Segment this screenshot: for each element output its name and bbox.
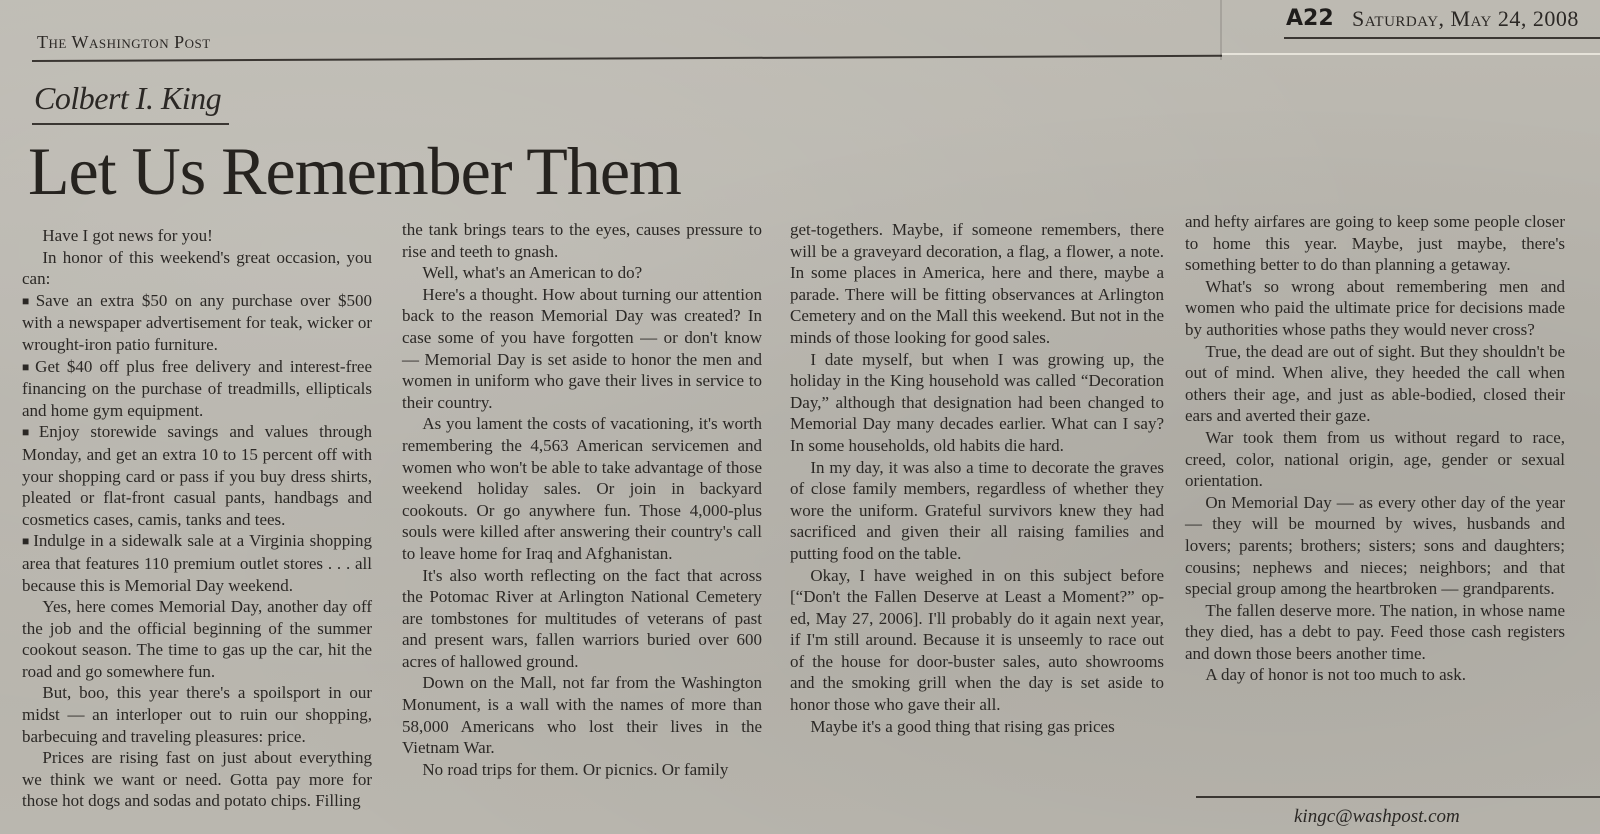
paragraph: As you lament the costs of vacationing, it's worth remembering the 4,563 American servicemen and women who won't be able to take advantage of those weekend holiday sales. Or join in backyard cookouts. Or go anywhere fun. Those 4,000-plus souls were killed after answering their country's call to leave home for Iraq and Afghanistan. bbox=[402, 414, 762, 563]
page-number: A22 bbox=[1286, 6, 1334, 31]
date-rule bbox=[1284, 37, 1600, 39]
bullet-square-icon bbox=[22, 291, 36, 310]
paragraph: It's also worth reflecting on the fact that across the Potomac River at Arlington National Cemetery are tombstones for multitudes of veterans of past and present wars, fallen warriors buried over 600 acres of hallowed ground. bbox=[402, 565, 762, 671]
masthead-rule bbox=[32, 55, 1222, 62]
bullet-text: Save an extra $50 on any purchase over $500 with a newspaper advertisement for teak, wicker or wrought-iron patio furniture. bbox=[22, 290, 373, 354]
paragraph: Yes, here comes Memorial Day, another day off the job and the official beginning of the summer cookout season. The time to gas up the car, hit the road and go somewhere fun. bbox=[22, 597, 372, 681]
bullet-text: Enjoy storewide savings and values through Monday, and get an extra 10 to 15 percent off with your shopping card or pass if you buy dress shirts, pleated or flat-front casual pants, handbags and cosmetics cases, camis, tanks and tees. bbox=[22, 422, 372, 529]
bullet-item bbox=[22, 290, 372, 356]
issue-date: Saturday, May 24, 2008 bbox=[1352, 6, 1579, 31]
page-fold bbox=[1220, 0, 1222, 60]
paragraph: A day of honor is not too much to ask. bbox=[1205, 665, 1467, 685]
paragraph: Okay, I have weighed in on this subject before [“Don't the Fallen Deserve at Least a Moment?” op-ed, May 27, 2006]. I'll probably do it again next year, if I'm still around. Because it is unseemly to race out of the house for door-buster sales, auto showrooms and the smoking grill when the day is set aside to honor those who gave their all. bbox=[790, 565, 1164, 715]
paragraph: Down on the Mall, not far from the Washington Monument, is a wall with the names of more than 58,000 Americans who lost their lives in the Vietnam War. bbox=[402, 673, 762, 758]
author-email[interactable]: kingc@washpost.com bbox=[1294, 806, 1460, 827]
bullet-item bbox=[22, 356, 372, 422]
article-column-2 bbox=[402, 219, 762, 780]
byline-rule bbox=[32, 123, 229, 125]
paragraph: get-togethers. Maybe, if someone remembers, there will be a graveyard decoration, a flag, a flower, a note. In some places in America, here and there, maybe a parade. There will be fitting observances at Arlington Cemetery and on the Mall this weekend. But not in the minds of those looking for good sales. bbox=[790, 220, 1164, 347]
paragraph: In my day, it was also a time to decorate the graves of close family members, regardless of whether they wore the uniform. Grateful survivors knew they had sacrificed and given their all raising families and putting food on the table. bbox=[790, 457, 1164, 563]
bullet-square-icon bbox=[22, 531, 33, 550]
signature-rule bbox=[1196, 796, 1600, 798]
paragraph: In honor of this weekend's great occasion, you can: bbox=[22, 247, 372, 289]
publication-name: The Washington Post bbox=[37, 32, 211, 52]
bullet-text: Indulge in a sidewalk sale at a Virginia shopping area that features 110 premium outlet stores . . . all because this is Memorial Day weekend. bbox=[22, 531, 372, 595]
byline: Colbert I. King bbox=[34, 80, 222, 116]
headline: Let Us Remember Them bbox=[28, 133, 681, 209]
paragraph: and hefty airfares are going to keep some people closer to home this year. Maybe, just maybe, there's something better to do than planning a getaway. bbox=[1185, 212, 1565, 275]
paragraph: The fallen deserve more. The nation, in whose name they died, has a debt to pay. Feed those cash registers and down those beers another time. bbox=[1185, 600, 1565, 663]
paragraph: But, boo, this year there's a spoilsport in our midst — an interloper out to ruin our shopping, barbecuing and traveling pleasures: price. bbox=[22, 683, 372, 746]
paragraph: Here's a thought. How about turning our attention back to the reason Memorial Day was created? In case some of you have forgotten — or don't know — Memorial Day is set aside to honor the men and women in uniform who gave their lives in service to their country. bbox=[402, 284, 762, 412]
paragraph: I date myself, but when I was growing up, the holiday in the King household was called “Decoration Day,” although that designation had been changed to Memorial Day many decades earlier. What can I say? In some households, old habits die hard. bbox=[790, 349, 1164, 455]
article-column-3 bbox=[790, 219, 1164, 737]
bullet-item bbox=[22, 530, 372, 596]
paragraph: True, the dead are out of sight. But they shouldn't be out of mind. When alive, they heeded the call when others their age, and just as able-bodied, closed their ears and averted their gaze. bbox=[1185, 341, 1565, 426]
article-column-1 bbox=[22, 225, 372, 812]
bullet-item bbox=[22, 421, 372, 530]
paragraph: Well, what's an American to do? bbox=[422, 263, 643, 283]
paragraph: War took them from us without regard to race, creed, color, national origin, age, gender or sexual orientation. bbox=[1185, 427, 1565, 491]
paper-crease bbox=[1222, 53, 1600, 55]
paragraph: the tank brings tears to the eyes, causes pressure to rise and teeth to gnash. bbox=[402, 220, 762, 261]
bullet-text: Get $40 off plus free delivery and interest-free financing on the purchase of treadmills, ellipticals and home gym equipment. bbox=[22, 356, 373, 420]
article-column-4 bbox=[1185, 211, 1565, 686]
paragraph: Maybe it's a good thing that rising gas prices bbox=[810, 716, 1115, 736]
paragraph: Prices are rising fast on just about everything we think we want or need. Gotta pay more for those hot dogs and sodas and potato chips. Filling bbox=[22, 748, 372, 811]
bullet-square-icon bbox=[22, 357, 35, 376]
paragraph: What's so wrong about remembering men and women who paid the ultimate price for decisions made by authorities whose paths they would never cross? bbox=[1185, 276, 1565, 339]
paragraph: Have I got news for you! bbox=[42, 226, 213, 245]
paragraph: No road trips for them. Or picnics. Or family bbox=[422, 759, 729, 779]
bullet-square-icon bbox=[22, 422, 39, 441]
paragraph: On Memorial Day — as every other day of the year — they will be mourned by wives, husbands and lovers; parents; brothers; sisters; sons and daughters; cousins; nephews and nieces; neighbors; and that special group among the heartbroken — grandparents. bbox=[1185, 492, 1565, 599]
